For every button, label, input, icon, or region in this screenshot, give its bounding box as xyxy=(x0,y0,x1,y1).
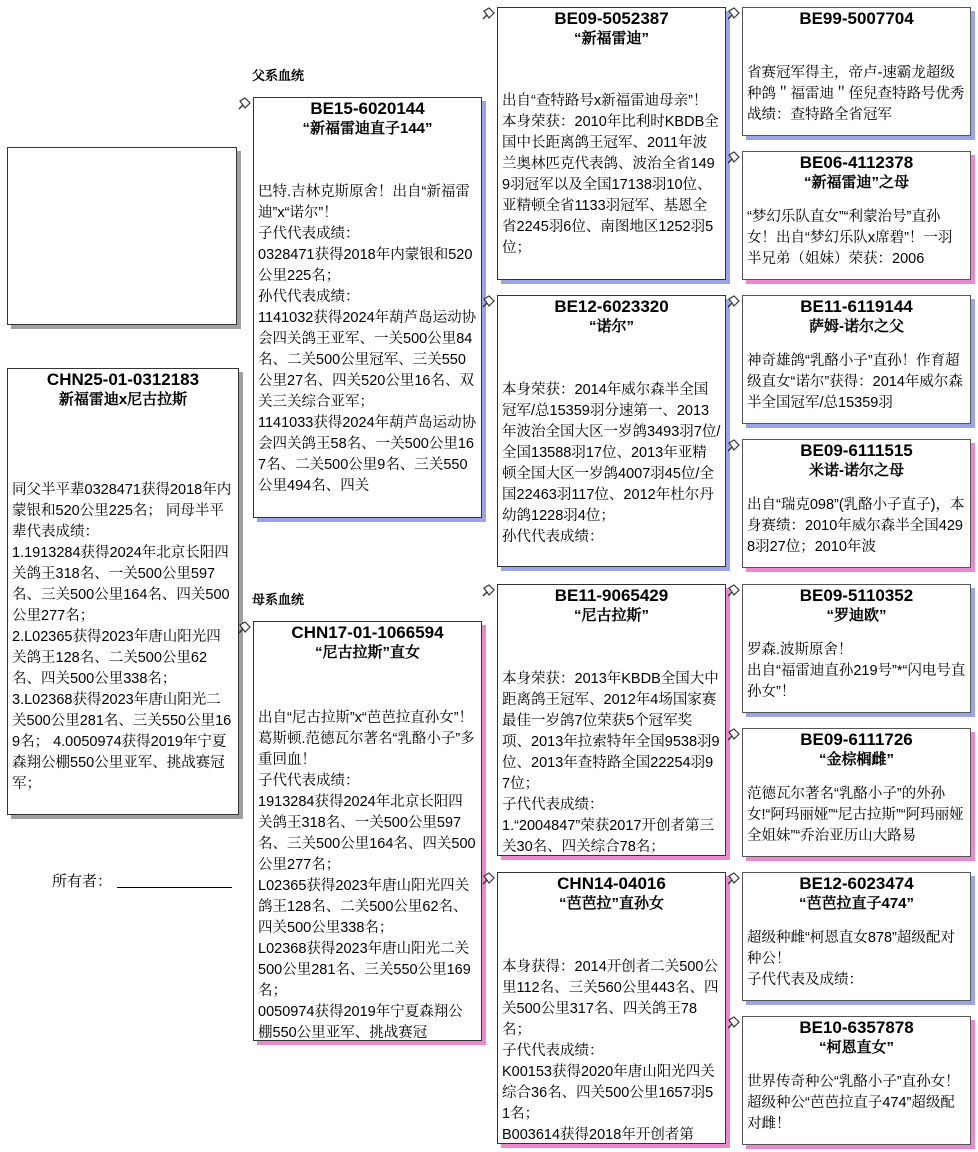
dam-dam-name: “芭芭拉”直孙女 xyxy=(558,895,664,912)
link-icon xyxy=(726,6,742,22)
sire-card[interactable] xyxy=(253,97,482,518)
dam-body: 出自“尼古拉斯”x“芭芭拉直孙女”！葛斯顿.范德瓦尔著名“乳酪小子”多重回血！ 子代代表成绩： 1913284获得2024年北京长阳四关鸽王318名、一关500公里597名、三关500公里164名、四关500公里277名； L02365获得2023年唐山阳光四关鸽王128名、二关500公里62名、四关500公里338名； L02368获得2023年唐山阳光二关500公里281名、三关550公里169名； 0050974获得2019年宁夏森翔公棚550公里亚军、挑战赛冠 xyxy=(258,710,476,1041)
sdd-name: 米诺-诺尔之母 xyxy=(809,462,904,479)
photo-frame xyxy=(7,147,237,325)
subject-body: 同父半平辈0328471获得2018年内蒙银和520公里225名； 同母半平辈代表成绩： 1.1913284获得2024年北京长阳四关鸽王318名、一关500公里597名、三关500公里164名、四关500公里277名； 2.L02365获得2023年唐山阳光四关鸽王128名、二关500公里62名、四关500公里338名； 3.L02368获得2023年唐山阳光二关500公里281名、三关550公里169名； 4.0050974获得2019年宁夏森翔公棚550公里亚军、挑战赛冠军； xyxy=(12,482,232,792)
link-icon xyxy=(726,727,742,743)
dsd-name: “金棕榈雌” xyxy=(818,751,894,768)
sire-sire-card[interactable] xyxy=(497,7,726,280)
dss-body: 罗森.波斯原舍！ 出自“福雷迪直孙219号”*“闪电号直孙女”！ xyxy=(747,642,966,700)
dsd-ring-number: BE09-6111726 xyxy=(800,730,913,749)
dds-ring-number: BE12-6023474 xyxy=(799,874,914,893)
link-icon xyxy=(726,438,742,454)
link-icon xyxy=(726,871,742,887)
link-icon xyxy=(726,583,742,599)
sds-body: 神奇雄鸽“乳酪小子”直孙！作育超级直女“诺尔”获得：2014年威尔森半全国冠军/总15359羽 xyxy=(747,353,963,411)
dss-card[interactable] xyxy=(742,584,971,713)
sds-card[interactable] xyxy=(742,295,971,424)
dss-name: “罗迪欧” xyxy=(826,607,887,624)
maternal-label: 母系血统 xyxy=(252,592,305,607)
link-icon xyxy=(726,1015,742,1031)
sire-dam-ring-number: BE12-6023320 xyxy=(554,297,669,316)
ssd-name: “新福雷迪”之母 xyxy=(803,174,909,191)
sdd-card[interactable] xyxy=(742,439,971,568)
dam-sire-body: 本身荣获：2013年KBDB全国大中距离鸽王冠军、2012年4场国家赛最佳一岁鸽7位荣获5个冠军奖项、2013年拉索特年全国9538羽9位、2013年查特路全国22254羽97位； 子代代表成绩： 1.“2004847”荣获2017开创者第三关30名、四关综合78名； xyxy=(502,671,720,855)
sire-dam-body: 本身荣获：2014年威尔森半全国冠军/总15359羽分速第一、2013年波治全国大区一岁鸽3493羽7位/全国13588羽17位、2013年亚精顿全国大区一岁鸽4007羽45位/全国22463羽117位、2012年杜尔丹幼鸽1228羽4位； 孙代代表成绩： xyxy=(502,382,721,545)
sire-sire-body: 出自“查特路号x新福雷迪母亲”！ 本身荣获：2010年比利时KBDB全国中长距离鸽王冠军、2011年波兰奥林匹克代表鸽、波治全省1499羽冠军以及全国17138羽10位、亚精顿全省1133羽冠军、基恩全省2245羽6位、南图地区1252羽5位； xyxy=(502,93,719,256)
link-icon xyxy=(481,6,497,22)
sss-name xyxy=(743,29,970,49)
sss-ring-number: BE99-5007704 xyxy=(799,9,914,28)
sds-name: 萨姆-诺尔之父 xyxy=(809,318,904,335)
sire-ring-number: BE15-6020144 xyxy=(310,99,425,118)
link-icon xyxy=(481,583,497,599)
dam-name: “尼古拉斯”直女 xyxy=(314,644,420,661)
ssd-card[interactable] xyxy=(742,151,971,280)
link-icon xyxy=(237,96,253,112)
sire-dam-card[interactable] xyxy=(497,295,726,567)
ddd-name: “柯恩直女” xyxy=(818,1039,894,1056)
dam-dam-ring-number: CHN14-04016 xyxy=(557,874,666,893)
link-icon xyxy=(726,294,742,310)
owner-line xyxy=(117,887,232,888)
link-icon xyxy=(237,620,253,636)
dam-card[interactable] xyxy=(253,621,482,1041)
sire-sire-name: “新福雷迪” xyxy=(573,30,649,47)
dam-sire-card[interactable] xyxy=(497,584,726,856)
link-icon xyxy=(481,294,497,310)
dds-body: 超级种雌“柯恩直女878”超级配对种公！ 子代代表及成绩： xyxy=(747,930,955,988)
dsd-card[interactable] xyxy=(742,728,971,857)
dam-dam-body: 本身获得：2014开创者二关500公里112名、三关560公里443名、四关500公里317名、四关鸽王78名； 子代代表成绩： K00153获得2020年唐山阳光四关综合36名、四关500公里1657羽51名； B003614获得2018年开创者第 xyxy=(502,959,719,1143)
ssd-body: “梦幻乐队直女”“利蒙治号”直孙女！出自“梦幻乐队x席碧”！一羽半兄弟（姐妹）荣获：2006 xyxy=(747,209,953,267)
sire-name: “新福雷迪直子144” xyxy=(302,120,433,137)
ddd-card[interactable] xyxy=(742,1016,971,1145)
sdd-ring-number: BE09-6111515 xyxy=(800,441,913,460)
subject-card xyxy=(7,368,239,815)
sire-dam-name: “诺尔” xyxy=(588,318,634,335)
dam-sire-ring-number: BE11-9065429 xyxy=(554,586,669,605)
sss-body: 省赛冠军得主，帝卢-速霸龙超级种鸽＂福雷迪＂侄兒查特路号优秀战绩：查特路全省冠军 xyxy=(747,65,965,123)
sire-sire-ring-number: BE09-5052387 xyxy=(554,9,669,28)
ddd-body: 世界传奇种公“乳酪小子”直孙女！超级种公“芭芭拉直子474”超级配对雌！ xyxy=(747,1074,960,1132)
paternal-label: 父系血统 xyxy=(252,68,305,83)
dsd-body: 范德瓦尔著名“乳酪小子”的外孙女!“阿玛丽娅”“尼古拉斯”“阿玛丽娅全姐妹”“乔治亚历山大路易 xyxy=(747,786,964,844)
link-icon xyxy=(481,871,497,887)
subject-ring-number: CHN25-01-0312183 xyxy=(46,370,200,389)
sds-ring-number: BE11-6119144 xyxy=(800,297,913,316)
sss-card[interactable] xyxy=(742,7,971,136)
dds-name: “芭芭拉直子474” xyxy=(798,895,915,912)
subject-name: 新福雷迪x尼古拉斯 xyxy=(58,391,188,408)
ssd-ring-number: BE06-4112378 xyxy=(799,153,914,172)
sire-body: 巴特.吉林克斯原舍！出自“新福雷迪”x“诺尔”！ 子代代表成绩： 0328471获得2018年内蒙银和520公里225名； 孙代代表成绩： 1141032获得2024年葫芦岛运动协会四关鸽王亚军、一关500公里84名、二关500公里冠军、三关550公里27名、四关520公里16名、双关三关综合亚军； 1141033获得2024年葫芦岛运动协会四关鸽王58名、一关500公里167名、二关500公里9名、三关550公里494名、四关 xyxy=(258,184,477,494)
sdd-body: 出自“瑞克098”(乳酪小子直子)，本身赛绩：2010年威尔森半全国4298羽27位；2010年波 xyxy=(747,497,965,555)
ddd-ring-number: BE10-6357878 xyxy=(799,1018,914,1037)
link-icon xyxy=(726,150,742,166)
dam-sire-name: “尼古拉斯” xyxy=(573,607,649,624)
owner-label: 所有者： xyxy=(52,873,113,890)
dss-ring-number: BE09-5110352 xyxy=(799,586,914,605)
dam-dam-card[interactable] xyxy=(497,872,726,1144)
dds-card[interactable] xyxy=(742,872,971,1001)
dam-ring-number: CHN17-01-1066594 xyxy=(291,623,444,642)
